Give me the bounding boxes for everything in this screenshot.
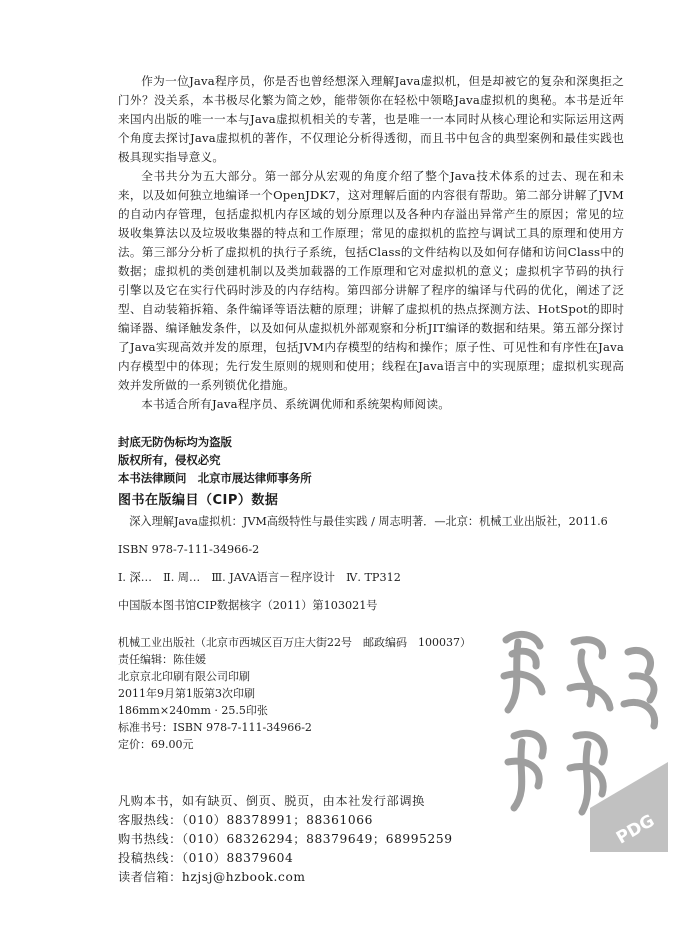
cip-classification: Ⅰ. 深… Ⅱ. 周… Ⅲ. JAVA语言－程序设计 Ⅳ. TP312 [118, 571, 401, 584]
cip-entry: 深入理解Java虚拟机：JVM高级特性与最佳实践 / 周志明著．—北京：机械工业出版社，2011.6 [129, 515, 608, 528]
cip-core-data: 中国版本图书馆CIP数据核字（2011）第103021号 [118, 599, 378, 612]
printer: 北京京北印刷有限公司印刷 [118, 670, 250, 683]
format: 186mm×240mm · 25.5印张 [118, 704, 268, 717]
legal-counsel-notice: 本书法律顾问 北京市展达律师事务所 [118, 471, 312, 485]
purchase-hotline: 购书热线：（010）68326294；88379649；68995259 [118, 832, 453, 846]
book-introduction [118, 72, 624, 414]
publisher: 机械工业出版社（北京市西城区百万庄大街22号 邮政编码 100037） [118, 636, 471, 649]
price: 定价：69.00元 [118, 738, 194, 751]
intro-paragraph-2: 全书共分为五大部分。第一部分从宏观的角度介绍了整个Java技术体系的过去、现在和未来，以及如何独立地编译一个OpenJDK7，这对理解后面的内容很有帮助。第二部分讲解了JVM的自动内存管理，包括虚拟机内存区域的划分原理以及各种内存溢出异常产生的原因；常见的垃圾收集算法以及垃圾收集器的特点和工作原理；常见的虚拟机的监控与调试工具的原理和使用方法。第三部分分析了虚拟机的执行子系统，包括Class的文件结构以及如何存储和访问Class中的数据；虚拟机的类创建机制以及类加载器的工作原理和它对虚拟机的意义；虚拟机字节码的执行引擎以及它在实行代码时涉及的内存结构。第四部分讲解了程序的编译与代码的优化，阐述了泛型、自动装箱拆箱、条件编译等语法糖的原理；讲解了虚拟机的热点探测方法、HotSpot的即时编译器、编译触发条件，以及如何从虚拟机外部观察和分析JIT编译的数据和结果。第五部分探讨了Java实现高效并发的原理，包括JVM内存模型的结构和操作；原子性、可见性和有序性在Java内存模型中的体现；先行发生原则的规则和使用；线程在Java语言中的实现原理；虚拟机实现高效并发所做的一系列锁优化措施。 [118, 169, 624, 392]
anti-piracy-notice: 封底无防伪标均为盗版 [118, 435, 232, 449]
standard-isbn: 标准书号：ISBN 978-7-111-34966-2 [118, 721, 312, 734]
contact-info [118, 792, 538, 887]
copyright-notice [118, 433, 618, 487]
service-hotline: 客服热线：（010）88378991；88361066 [118, 813, 373, 827]
stamp-mark-text: PDG [612, 810, 659, 849]
submission-hotline: 投稿热线：（010）88379604 [118, 851, 294, 865]
exchange-notice: 凡购本书，如有缺页、倒页、脱页，由本社发行部调换 [118, 794, 425, 808]
responsible-editor: 责任编辑：陈佳媛 [118, 653, 206, 666]
intro-paragraph-1: 作为一位Java程序员，你是否也曾经想深入理解Java虚拟机，但是却被它的复杂和深奥拒之门外？没关系，本书极尽化繁为简之妙，能带领你在轻松中领略Java虚拟机的奥秘。本书是近年来国内出版的唯一一本与Java虚拟机相关的专著，也是唯一一本同时从核心理论和实际运用这两个角度去探讨Java虚拟机的著作，不仅理论分析得透彻，而且书中包含的典型案例和最佳实践也极具现实指导意义。 [118, 74, 624, 164]
intro-paragraph-3: 本书适合所有Java程序员、系统调优师和系统架构师阅读。 [141, 397, 451, 411]
edition: 2011年9月第1版第3次印刷 [118, 687, 255, 700]
cip-isbn: ISBN 978-7-111-34966-2 [118, 543, 260, 556]
reader-email: 读者信箱：hzjsj@hzbook.com [118, 870, 306, 884]
publication-info [118, 634, 518, 753]
watermark-stamp [478, 612, 674, 852]
cip-title: 图书在版编目（CIP）数据 [118, 493, 279, 508]
rights-reserved-notice: 版权所有，侵权必究 [118, 453, 221, 467]
cip-block [118, 513, 624, 615]
